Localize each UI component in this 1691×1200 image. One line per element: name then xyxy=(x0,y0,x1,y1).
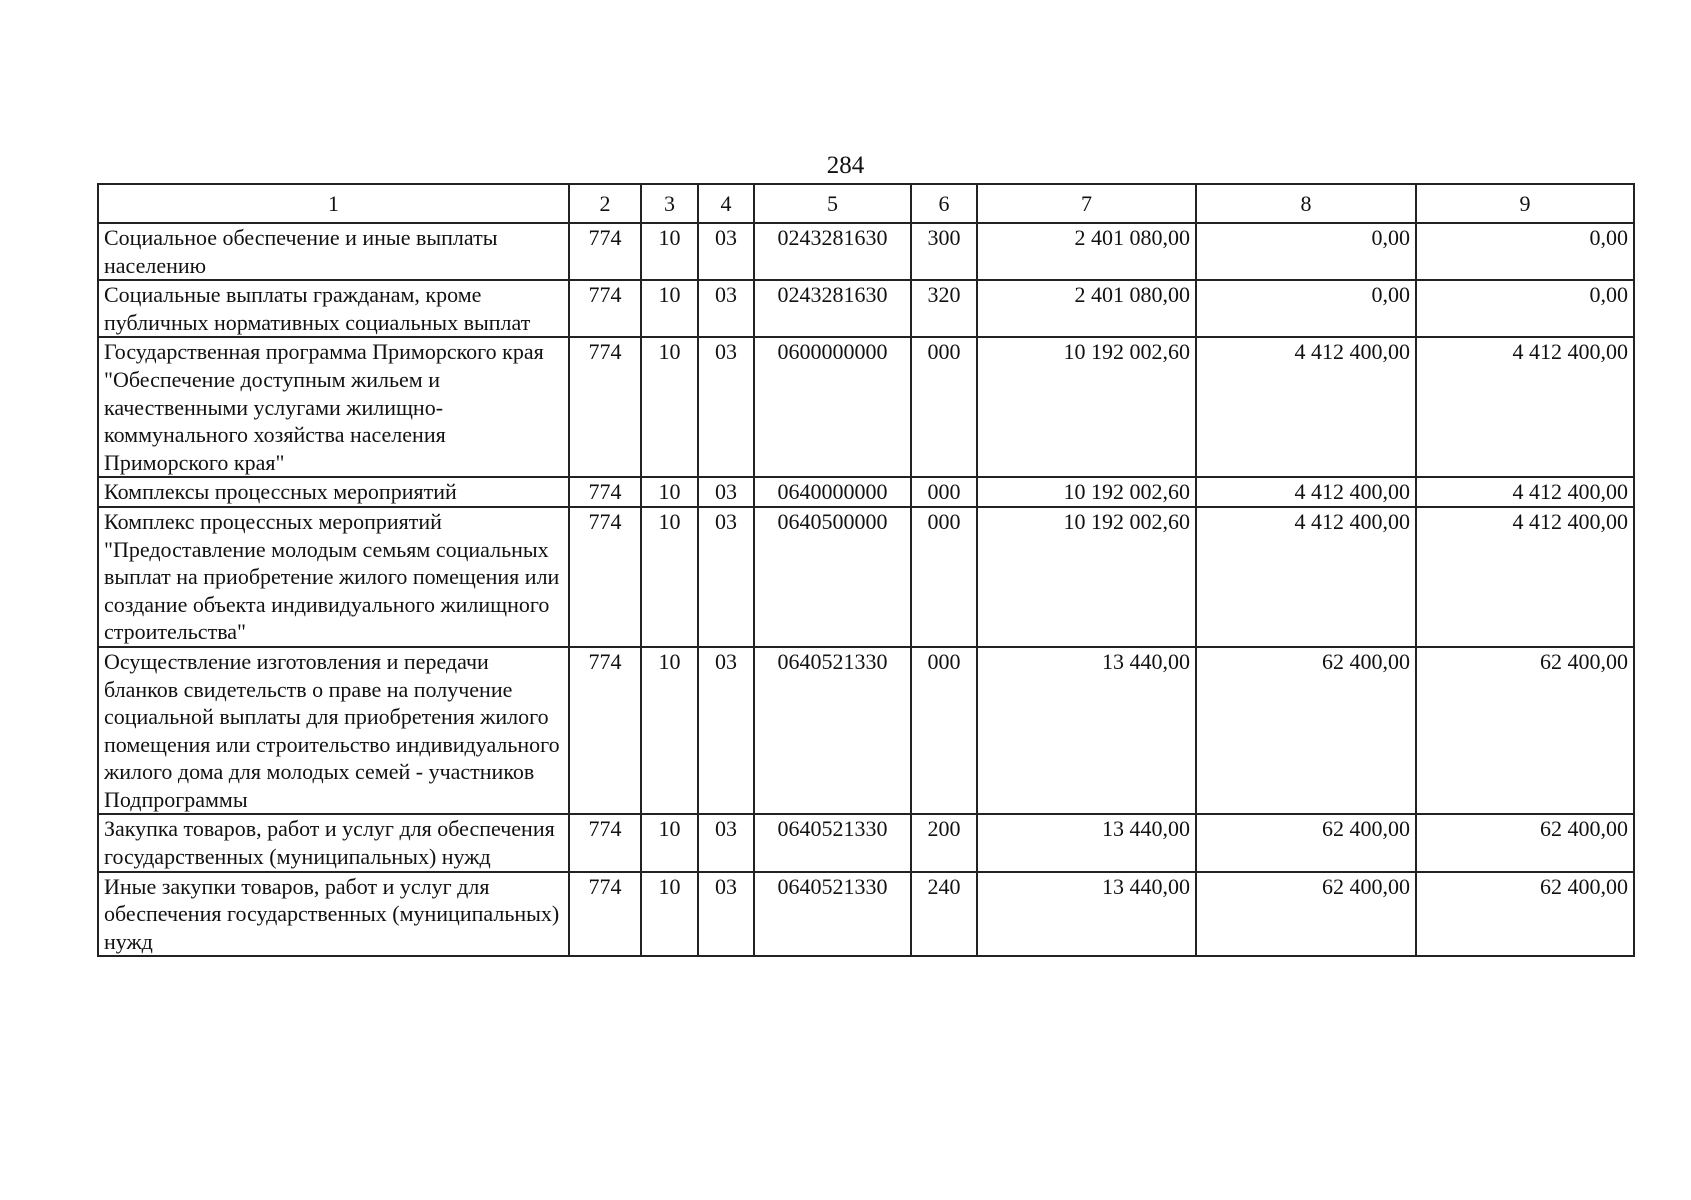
amount-column-9: 62 400,00 xyxy=(1416,872,1634,957)
table-header xyxy=(98,184,1634,223)
amount-column-9: 4 412 400,00 xyxy=(1416,337,1634,477)
row-name: Закупка товаров, работ и услуг для обеспечения государственных (муниципальных) нужд xyxy=(98,814,569,871)
subsection-code: 03 xyxy=(698,872,754,957)
expense-type-code: 200 xyxy=(911,814,977,871)
table-row xyxy=(98,280,1634,337)
section-code: 10 xyxy=(641,280,698,337)
grbs-code: 774 xyxy=(569,477,641,507)
expense-type-code: 000 xyxy=(911,337,977,477)
row-name: Социальные выплаты гражданам, кроме публичных нормативных социальных выплат xyxy=(98,280,569,337)
subsection-code: 03 xyxy=(698,337,754,477)
amount-column-7: 10 192 002,60 xyxy=(977,337,1196,477)
target-article-code: 0640521330 xyxy=(754,647,911,815)
amount-column-7: 2 401 080,00 xyxy=(977,223,1196,280)
row-name: Осуществление изготовления и передачи бланков свидетельств о праве на получение социальной выплаты для приобретения жилого помещения или строительство индивидуального жилого дома для молодых семей - участников Подпрограммы xyxy=(98,647,569,815)
amount-column-9: 4 412 400,00 xyxy=(1416,477,1634,507)
amount-column-8: 62 400,00 xyxy=(1196,872,1416,957)
section-code: 10 xyxy=(641,814,698,871)
table-row xyxy=(98,477,1634,507)
header-row xyxy=(98,184,1634,223)
row-name: Комплекс процессных мероприятий "Предоставление молодым семьям социальных выплат на приобретение жилого помещения или создание объекта индивидуального жилищного строительства" xyxy=(98,507,569,647)
amount-column-7: 10 192 002,60 xyxy=(977,477,1196,507)
row-name: Иные закупки товаров, работ и услуг для обеспечения государственных (муниципальных) нужд xyxy=(98,872,569,957)
budget-table xyxy=(97,183,1635,957)
table-row xyxy=(98,337,1634,477)
amount-column-7: 13 440,00 xyxy=(977,872,1196,957)
amount-column-8: 62 400,00 xyxy=(1196,647,1416,815)
page-number: 284 xyxy=(826,152,865,179)
amount-column-8: 62 400,00 xyxy=(1196,814,1416,871)
column-header-9: 9 xyxy=(1416,184,1634,223)
amount-column-7: 13 440,00 xyxy=(977,647,1196,815)
amount-column-8: 4 412 400,00 xyxy=(1196,477,1416,507)
amount-column-9: 62 400,00 xyxy=(1416,647,1634,815)
amount-column-7: 10 192 002,60 xyxy=(977,507,1196,647)
amount-column-8: 0,00 xyxy=(1196,280,1416,337)
amount-column-9: 0,00 xyxy=(1416,223,1634,280)
grbs-code: 774 xyxy=(569,337,641,477)
section-code: 10 xyxy=(641,477,698,507)
expense-type-code: 240 xyxy=(911,872,977,957)
table-body xyxy=(98,223,1634,956)
column-header-8: 8 xyxy=(1196,184,1416,223)
grbs-code: 774 xyxy=(569,647,641,815)
expense-type-code: 000 xyxy=(911,507,977,647)
table-row xyxy=(98,507,1634,647)
expense-type-code: 000 xyxy=(911,477,977,507)
column-header-1: 1 xyxy=(98,184,569,223)
expense-type-code: 320 xyxy=(911,280,977,337)
target-article-code: 0640500000 xyxy=(754,507,911,647)
grbs-code: 774 xyxy=(569,507,641,647)
section-code: 10 xyxy=(641,337,698,477)
target-article-code: 0640521330 xyxy=(754,872,911,957)
table-row xyxy=(98,647,1634,815)
target-article-code: 0600000000 xyxy=(754,337,911,477)
row-name: Государственная программа Приморского края "Обеспечение доступным жильем и качественными услугами жилищно-коммунального хозяйства населения Приморского края" xyxy=(98,337,569,477)
column-header-5: 5 xyxy=(754,184,911,223)
row-name: Комплексы процессных мероприятий xyxy=(98,477,569,507)
grbs-code: 774 xyxy=(569,872,641,957)
section-code: 10 xyxy=(641,872,698,957)
target-article-code: 0640521330 xyxy=(754,814,911,871)
subsection-code: 03 xyxy=(698,814,754,871)
amount-column-9: 0,00 xyxy=(1416,280,1634,337)
target-article-code: 0243281630 xyxy=(754,223,911,280)
amount-column-7: 13 440,00 xyxy=(977,814,1196,871)
target-article-code: 0640000000 xyxy=(754,477,911,507)
amount-column-9: 4 412 400,00 xyxy=(1416,507,1634,647)
column-header-7: 7 xyxy=(977,184,1196,223)
expense-type-code: 300 xyxy=(911,223,977,280)
grbs-code: 774 xyxy=(569,280,641,337)
column-header-2: 2 xyxy=(569,184,641,223)
target-article-code: 0243281630 xyxy=(754,280,911,337)
expense-type-code: 000 xyxy=(911,647,977,815)
section-code: 10 xyxy=(641,507,698,647)
subsection-code: 03 xyxy=(698,647,754,815)
row-name: Социальное обеспечение и иные выплаты населению xyxy=(98,223,569,280)
amount-column-8: 0,00 xyxy=(1196,223,1416,280)
column-header-6: 6 xyxy=(911,184,977,223)
table-row xyxy=(98,223,1634,280)
amount-column-8: 4 412 400,00 xyxy=(1196,337,1416,477)
table-row xyxy=(98,814,1634,871)
subsection-code: 03 xyxy=(698,477,754,507)
amount-column-8: 4 412 400,00 xyxy=(1196,507,1416,647)
table-row xyxy=(98,872,1634,957)
grbs-code: 774 xyxy=(569,223,641,280)
section-code: 10 xyxy=(641,647,698,815)
column-header-4: 4 xyxy=(698,184,754,223)
column-header-3: 3 xyxy=(641,184,698,223)
subsection-code: 03 xyxy=(698,280,754,337)
amount-column-9: 62 400,00 xyxy=(1416,814,1634,871)
subsection-code: 03 xyxy=(698,507,754,647)
subsection-code: 03 xyxy=(698,223,754,280)
amount-column-7: 2 401 080,00 xyxy=(977,280,1196,337)
section-code: 10 xyxy=(641,223,698,280)
grbs-code: 774 xyxy=(569,814,641,871)
